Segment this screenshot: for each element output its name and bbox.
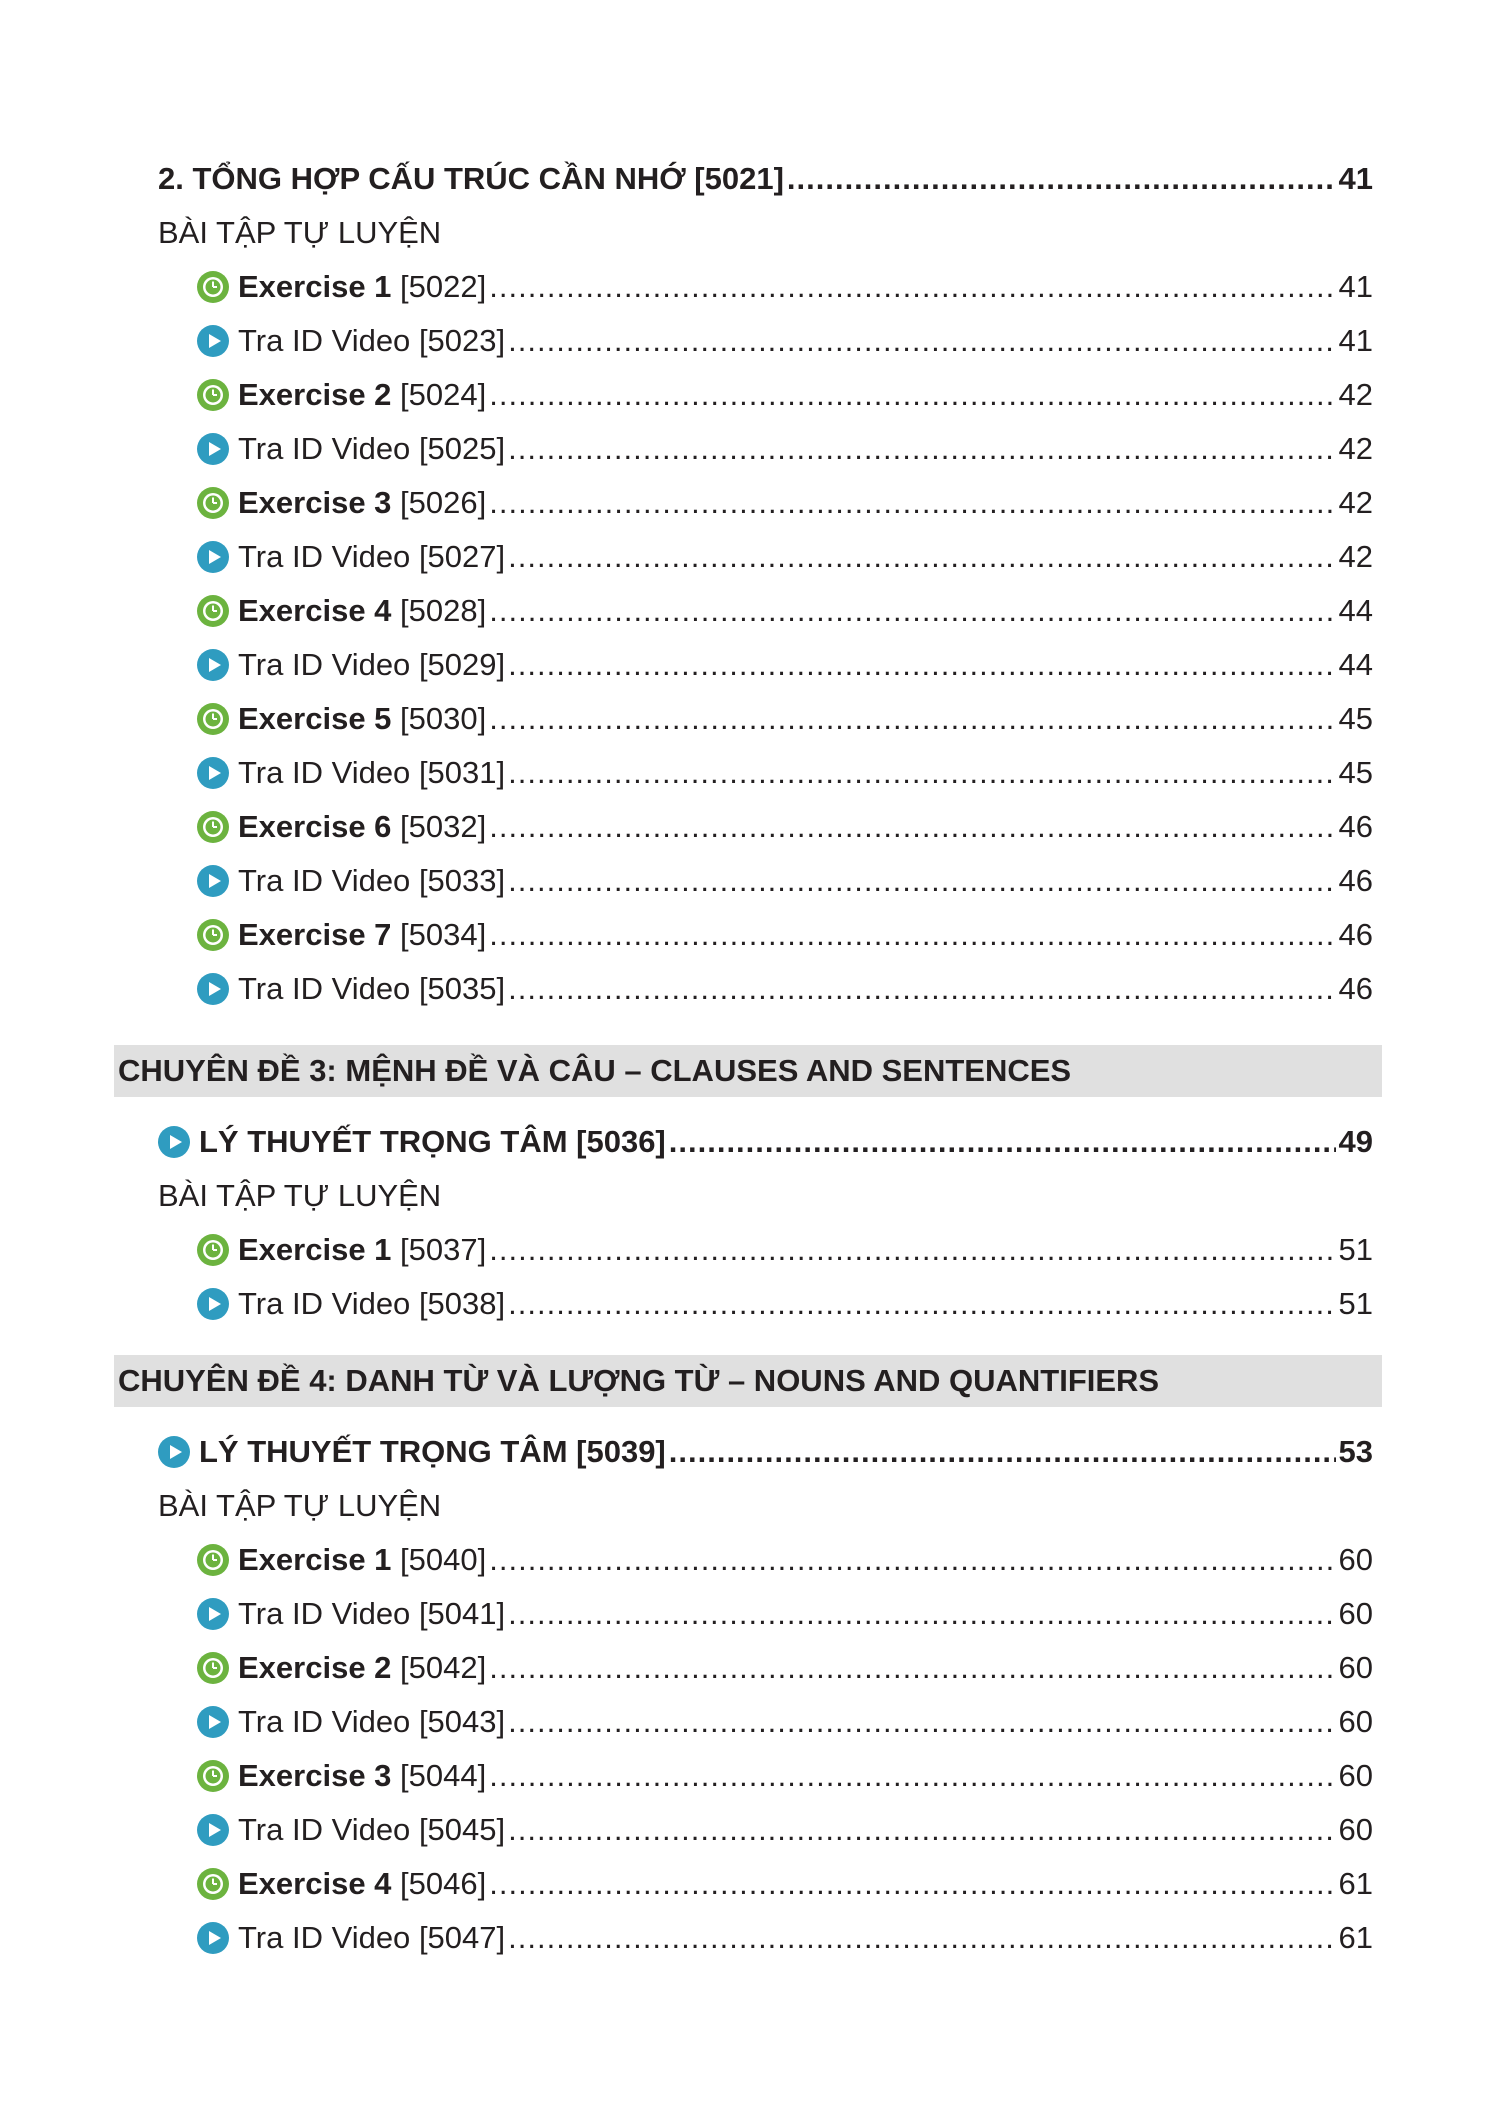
toc-entry-title — [238, 1587, 505, 1641]
dot-leader — [489, 476, 1335, 530]
clock-icon — [197, 374, 229, 406]
entry-name: Tra ID Video — [238, 1704, 411, 1739]
chapter-banner — [114, 1355, 1382, 1407]
toc-page-number: 51 — [1338, 1232, 1373, 1267]
toc-entry-exercise[interactable] — [197, 800, 1373, 854]
play-icon — [197, 1809, 229, 1841]
entry-code: [5044] — [400, 1758, 487, 1793]
toc-entry-video[interactable] — [197, 1277, 1373, 1331]
entry-name: Exercise 4 — [238, 593, 392, 628]
toc-entry-title — [238, 260, 486, 314]
entry-code: [5023] — [418, 323, 506, 358]
toc-entry-exercise[interactable] — [197, 1857, 1373, 1911]
toc-entry-video[interactable] — [197, 638, 1373, 692]
toc-page-number: 60 — [1338, 1758, 1373, 1793]
clock-icon — [197, 1755, 229, 1787]
dot-leader — [489, 260, 1335, 314]
play-icon — [197, 1701, 229, 1733]
toc-entry-title: LÝ THUYẾT TRỌNG TÂM [5036] — [199, 1124, 666, 1159]
toc-page-number: 46 — [1338, 809, 1373, 844]
toc-page-number: 60 — [1338, 1812, 1373, 1847]
entry-code: [5025] — [418, 431, 506, 466]
clock-icon — [197, 1863, 229, 1895]
toc-page-number: 46 — [1338, 971, 1373, 1006]
toc-entry-video[interactable] — [197, 962, 1373, 1016]
play-icon — [197, 320, 229, 352]
entry-name: Exercise 2 — [238, 1650, 392, 1685]
entry-name: Tra ID Video — [238, 971, 411, 1006]
clock-icon — [197, 914, 229, 946]
clock-icon — [197, 806, 229, 838]
entry-code: [5029] — [418, 647, 506, 682]
clock-icon — [197, 482, 229, 514]
chapter-title: CHUYÊN ĐỀ 3: MỆNH ĐỀ VÀ CÂU – CLAUSES AND SENTENCES — [118, 1053, 1072, 1088]
toc-entry-title — [238, 530, 505, 584]
dot-leader — [669, 1425, 1336, 1479]
toc-page-number: 45 — [1338, 701, 1373, 736]
dot-leader — [669, 1115, 1336, 1169]
toc-entry-title — [238, 638, 505, 692]
entry-name: Tra ID Video — [238, 431, 411, 466]
toc-entry-title — [238, 692, 486, 746]
entry-code: [5045] — [418, 1812, 506, 1847]
dot-leader — [508, 422, 1335, 476]
toc-entry-video[interactable] — [197, 530, 1373, 584]
dot-leader — [489, 692, 1335, 746]
entry-code: [5043] — [418, 1704, 506, 1739]
entry-name: Exercise 1 — [238, 1232, 392, 1267]
entry-code: [5034] — [400, 917, 487, 952]
toc-entry-title — [238, 422, 505, 476]
toc-page-number: 42 — [1338, 485, 1373, 520]
entry-code: [5038] — [418, 1286, 506, 1321]
toc-entry-video[interactable] — [197, 422, 1373, 476]
dot-leader — [508, 530, 1335, 584]
entry-name: Exercise 6 — [238, 809, 392, 844]
toc-entry-exercise[interactable] — [197, 1641, 1373, 1695]
dot-leader — [508, 746, 1335, 800]
play-icon — [197, 644, 229, 676]
toc-entry-video[interactable] — [197, 1803, 1373, 1857]
entry-code: [5042] — [400, 1650, 487, 1685]
toc-entry-exercise[interactable] — [197, 584, 1373, 638]
toc-entry-title — [238, 1695, 505, 1749]
entry-name: Tra ID Video — [238, 1286, 411, 1321]
toc-entry-exercise[interactable] — [197, 368, 1373, 422]
dot-leader — [508, 854, 1335, 908]
toc-page-number: 46 — [1338, 917, 1373, 952]
chapter-banner — [114, 1045, 1382, 1097]
entry-code: [5028] — [400, 593, 487, 628]
toc-page-number: 44 — [1338, 593, 1373, 628]
clock-icon — [197, 698, 229, 730]
entry-name: Tra ID Video — [238, 755, 411, 790]
toc-page-number: 42 — [1338, 431, 1373, 466]
toc-entry-exercise[interactable] — [197, 692, 1373, 746]
toc-entry-title — [238, 1857, 486, 1911]
toc-page-number: 49 — [1338, 1124, 1373, 1159]
toc-entry-title — [238, 1911, 505, 1965]
entry-code: [5047] — [418, 1920, 506, 1955]
toc-page-number: 45 — [1338, 755, 1373, 790]
dot-leader — [489, 1533, 1335, 1587]
toc-entry-title — [238, 854, 505, 908]
toc-entry-exercise[interactable] — [197, 1749, 1373, 1803]
entry-code: [5037] — [400, 1232, 487, 1267]
play-icon — [197, 752, 229, 784]
play-icon — [197, 1283, 229, 1315]
play-icon — [197, 1917, 229, 1949]
clock-icon — [197, 1229, 229, 1261]
practice-heading: BÀI TẬP TỰ LUYỆN — [158, 1178, 442, 1213]
dot-leader — [489, 1641, 1335, 1695]
toc-page-number: 61 — [1338, 1920, 1373, 1955]
clock-icon — [197, 590, 229, 622]
toc-entry-video[interactable] — [197, 746, 1373, 800]
toc-entry-exercise[interactable] — [197, 260, 1373, 314]
dot-leader — [489, 800, 1335, 854]
toc-page-number: 60 — [1338, 1650, 1373, 1685]
entry-name: Tra ID Video — [238, 539, 411, 574]
entry-name: Exercise 5 — [238, 701, 392, 736]
toc-page-number: 60 — [1338, 1704, 1373, 1739]
entry-code: [5032] — [400, 809, 487, 844]
dot-leader — [508, 1695, 1335, 1749]
toc-page-number: 53 — [1338, 1434, 1373, 1469]
entry-code: [5033] — [418, 863, 506, 898]
play-icon — [197, 860, 229, 892]
toc-page-number: 60 — [1338, 1596, 1373, 1631]
toc-entry-title — [238, 746, 505, 800]
dot-leader — [508, 314, 1335, 368]
dot-leader — [489, 1749, 1335, 1803]
play-icon — [197, 536, 229, 568]
toc-entry-title — [238, 1641, 486, 1695]
toc-page-number: 41 — [1338, 269, 1373, 304]
toc-entry-video[interactable] — [197, 1587, 1373, 1641]
toc-entry-video[interactable] — [197, 314, 1373, 368]
entry-code: [5035] — [418, 971, 506, 1006]
clock-icon — [197, 1647, 229, 1679]
toc-page-number: 44 — [1338, 647, 1373, 682]
toc-entry-title — [238, 800, 486, 854]
toc-page-number: 41 — [1338, 323, 1373, 358]
dot-leader — [508, 1911, 1335, 1965]
dot-leader — [489, 368, 1335, 422]
toc-entry-section2[interactable] — [158, 152, 1373, 206]
clock-icon — [197, 266, 229, 298]
toc-entry-title — [238, 1223, 486, 1277]
entry-name: Exercise 1 — [238, 1542, 392, 1577]
toc-entry-title — [238, 962, 505, 1016]
entry-code: [5046] — [400, 1866, 487, 1901]
entry-name: Tra ID Video — [238, 863, 411, 898]
practice-heading: BÀI TẬP TỰ LUYỆN — [158, 215, 442, 250]
toc-page-number: 46 — [1338, 863, 1373, 898]
toc-entry-exercise[interactable] — [197, 908, 1373, 962]
dot-leader — [508, 1277, 1335, 1331]
toc-entry-title — [238, 476, 486, 530]
dot-leader — [508, 1803, 1335, 1857]
toc-entry-title: LÝ THUYẾT TRỌNG TÂM [5039] — [199, 1434, 666, 1469]
dot-leader — [489, 1223, 1335, 1277]
toc-page-number: 51 — [1338, 1286, 1373, 1321]
dot-leader — [508, 1587, 1335, 1641]
entry-code: [5026] — [400, 485, 487, 520]
toc-entry-video[interactable] — [197, 854, 1373, 908]
toc-page-number: 41 — [1338, 161, 1373, 196]
play-icon — [197, 428, 229, 460]
toc-entry-exercise[interactable] — [197, 1223, 1373, 1277]
play-icon — [158, 1431, 190, 1463]
dot-leader — [489, 908, 1335, 962]
toc-page-number: 60 — [1338, 1542, 1373, 1577]
toc-page-number: 42 — [1338, 539, 1373, 574]
toc-entry-title: 2. TỔNG HỢP CẤU TRÚC CẦN NHỚ [5021] — [158, 161, 784, 196]
toc-entry-title — [238, 1277, 505, 1331]
toc-entry-title — [238, 368, 486, 422]
toc-entry-video[interactable] — [197, 1695, 1373, 1749]
dot-leader — [489, 1857, 1335, 1911]
toc-page-number: 61 — [1338, 1866, 1373, 1901]
clock-icon — [197, 1539, 229, 1571]
entry-code: [5024] — [400, 377, 487, 412]
entry-name: Tra ID Video — [238, 647, 411, 682]
entry-code: [5040] — [400, 1542, 487, 1577]
toc-entry-title — [238, 314, 505, 368]
play-icon — [197, 1593, 229, 1625]
toc-entry-title — [238, 1749, 486, 1803]
entry-name: Tra ID Video — [238, 323, 411, 358]
entry-name: Exercise 2 — [238, 377, 392, 412]
entry-code: [5031] — [418, 755, 506, 790]
play-icon — [197, 968, 229, 1000]
toc-entry-title — [238, 1533, 486, 1587]
entry-code: [5027] — [418, 539, 506, 574]
toc-entry-exercise[interactable] — [197, 1533, 1373, 1587]
toc-entry-theory[interactable] — [158, 1115, 1373, 1169]
entry-name: Tra ID Video — [238, 1920, 411, 1955]
dot-leader — [489, 584, 1335, 638]
practice-heading: BÀI TẬP TỰ LUYỆN — [158, 1488, 442, 1523]
toc-entry-video[interactable] — [197, 1911, 1373, 1965]
entry-code: [5030] — [400, 701, 487, 736]
play-icon — [158, 1121, 190, 1153]
entry-name: Tra ID Video — [238, 1812, 411, 1847]
entry-name: Exercise 3 — [238, 485, 392, 520]
entry-name: Exercise 3 — [238, 1758, 392, 1793]
entry-name: Tra ID Video — [238, 1596, 411, 1631]
toc-entry-title — [238, 584, 486, 638]
dot-leader — [508, 638, 1335, 692]
entry-name: Exercise 4 — [238, 1866, 392, 1901]
chapter-title: CHUYÊN ĐỀ 4: DANH TỪ VÀ LƯỢNG TỪ – NOUNS AND QUANTIFIERS — [118, 1363, 1160, 1398]
entry-code: [5041] — [418, 1596, 506, 1631]
toc-entry-title — [238, 908, 486, 962]
entry-code: [5022] — [400, 269, 487, 304]
dot-leader — [508, 962, 1335, 1016]
dot-leader — [787, 152, 1336, 206]
toc-entry-title — [238, 1803, 505, 1857]
toc-page-number: 42 — [1338, 377, 1373, 412]
entry-name: Exercise 7 — [238, 917, 392, 952]
toc-entry-exercise[interactable] — [197, 476, 1373, 530]
entry-name: Exercise 1 — [238, 269, 392, 304]
toc-entry-theory[interactable] — [158, 1425, 1373, 1479]
